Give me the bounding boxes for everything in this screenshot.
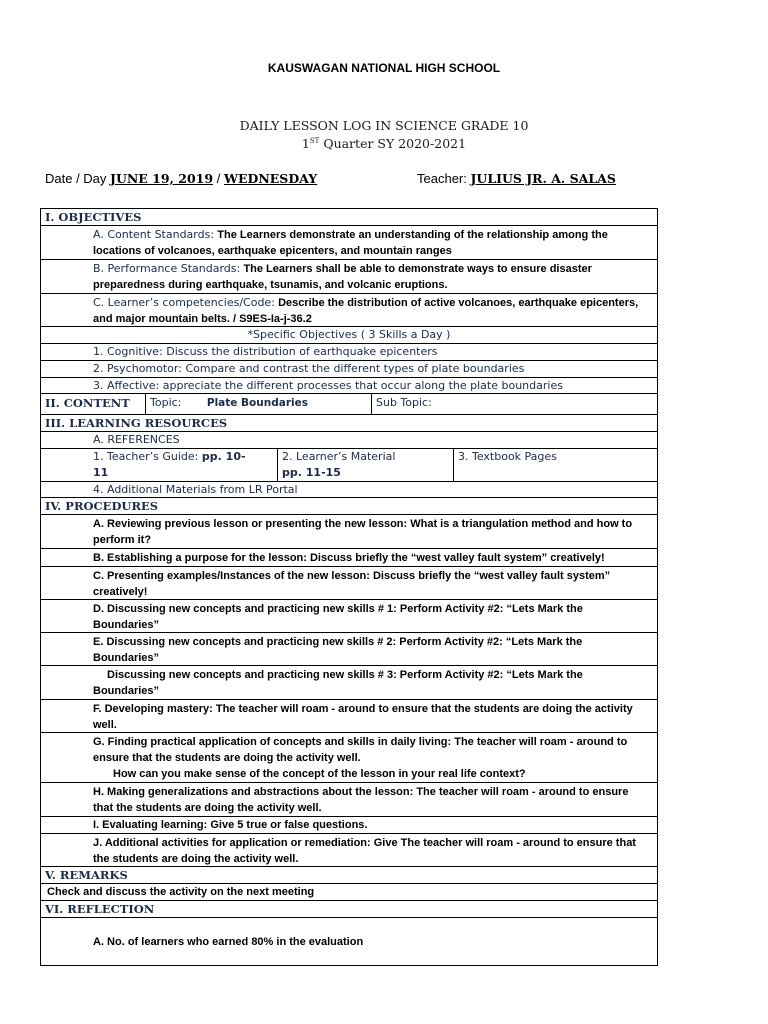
additional-materials-row: 4. Additional Materials from LR Portal <box>41 482 657 498</box>
content-standards-text: The Learners demonstrate an understanding of the relationship among the locations of volcanoes, earthquake epicenters, and mountain ranges <box>93 229 608 257</box>
topic-label: Topic: <box>150 396 182 409</box>
day-value: WEDNESDAY <box>223 171 318 186</box>
content-standards-label: A. Content Standards: <box>93 228 215 241</box>
teachers-guide-pages-cont: 11 <box>93 466 109 479</box>
reflection-a: A. No. of learners who earned 80% in the evaluation <box>93 936 364 948</box>
psychomotor-objective: 2. Psychomotor: Compare and contrast the different types of plate boundaries <box>41 361 657 378</box>
sub-topic-label: Sub Topic: <box>376 396 432 409</box>
procedure-c: C. Presenting examples/Instances of the new lesson: Discuss briefly the “west valley fault system” creatively! <box>41 567 657 600</box>
procedure-e: E. Discussing new concepts and practicing new skills # 2: Perform Activity #2: “Lets Mark the Boundaries” <box>41 633 657 666</box>
date-teacher-line <box>45 171 745 186</box>
lesson-log-table <box>40 208 658 966</box>
learners-material-cell <box>277 449 453 481</box>
procedure-b: B. Establishing a purpose for the lesson: Discuss briefly the “west valley fault system” creatively! <box>41 549 657 567</box>
procedure-a: A. Reviewing previous lesson or presenting the new lesson: What is a triangulation method and how to perform it? <box>41 515 657 549</box>
date-value: JUNE 19, 2019 <box>110 171 214 186</box>
learners-material-pages: pp. 11-15 <box>282 466 341 479</box>
textbook-pages-label: 3. Textbook Pages <box>458 450 557 463</box>
reflection-heading: VI. REFLECTION <box>41 901 657 918</box>
procedure-j: J. Additional activities for application or remediation: Give The teacher will roam - around to ensure that the students are doing the activity well. <box>41 834 657 867</box>
content-standards-row <box>41 226 657 260</box>
school-name: KAUSWAGAN NATIONAL HIGH SCHOOL <box>267 61 501 75</box>
procedure-i: I. Evaluating learning: Give 5 true or false questions. <box>41 817 657 834</box>
cognitive-objective: 1. Cognitive: Discuss the distribution of earthquake epicenters <box>41 344 657 361</box>
affective-objective: 3. Affective: appreciate the different processes that occur along the plate boundaries <box>41 378 657 394</box>
textbook-cell <box>453 449 657 481</box>
performance-standards-row <box>41 260 657 294</box>
teachers-guide-label: 1. Teacher’s Guide: <box>93 450 199 463</box>
performance-standards-label: B. Performance Standards: <box>93 262 241 275</box>
teacher-label: Teacher: <box>417 171 467 186</box>
guides-row <box>41 449 657 482</box>
remarks-text: Check and discuss the activity on the next meeting <box>41 884 657 901</box>
content-row <box>41 394 657 415</box>
specific-objectives-row: *Specific Objectives ( 3 Skills a Day ) <box>41 327 657 344</box>
learner-competencies-row <box>41 294 657 327</box>
content-heading: II. CONTENT <box>45 396 130 410</box>
procedure-g-question: How can you make sense of the concept of the lesson in your real life context? <box>113 768 526 780</box>
performance-standards-text: The Learners shall be able to demonstrate ways to ensure disaster preparedness during earthquake, tsunamis, and volcanic eruptions. <box>93 263 592 291</box>
topic-cell <box>145 394 371 414</box>
title-line-1: DAILY LESSON LOG IN SCIENCE GRADE 10 <box>239 118 529 133</box>
procedure-g-text: G. Finding practical application of concepts and skills in daily living: The teacher will roam - around to ensure that the students are doing the activity well. <box>93 736 628 764</box>
remarks-heading: V. REMARKS <box>41 867 657 884</box>
procedure-h: H. Making generalizations and abstractions about the lesson: The teacher will roam - around to ensure that the students are doing the activity well. <box>41 783 657 817</box>
sub-topic-cell <box>371 394 657 414</box>
procedure-f: F. Developing mastery: The teacher will roam - around to ensure that the students are doing the activity well. <box>41 700 657 733</box>
procedure-g <box>41 733 657 783</box>
procedures-heading: IV. PROCEDURES <box>41 498 657 515</box>
teachers-guide-cell <box>93 449 273 481</box>
learner-competencies-label: C. Learner’s competencies/Code: <box>93 296 275 309</box>
procedure-e-skill-3: Discussing new concepts and practicing new skills # 3: Perform Activity #2: “Lets Mark the Boundaries” <box>41 666 657 700</box>
references-row: A. REFERENCES <box>41 432 657 449</box>
teacher-field <box>417 171 616 186</box>
teachers-guide-pages: pp. 10- <box>201 450 246 463</box>
learners-material-label: 2. Learner’s Material <box>282 450 396 463</box>
document-title <box>0 117 768 153</box>
objectives-heading: I. OBJECTIVES <box>41 209 657 226</box>
date-label: Date / Day <box>45 171 107 186</box>
date-separator: / <box>216 171 221 186</box>
learner-competencies-text: Describe the distribution of active volcanoes, earthquake epicenters, and major mountain belts. / S9ES-Ia-j-36.2 <box>93 297 639 325</box>
teacher-value: JULIUS JR. A. SALAS <box>470 171 616 186</box>
title-line-2: 1ST Quarter SY 2020-2021 <box>301 136 467 151</box>
procedure-d: D. Discussing new concepts and practicing new skills # 1: Perform Activity #2: “Lets Mark the Boundaries” <box>41 600 657 633</box>
topic-value: Plate Boundaries <box>206 397 308 409</box>
learning-resources-heading: III. LEARNING RESOURCES <box>41 415 657 432</box>
